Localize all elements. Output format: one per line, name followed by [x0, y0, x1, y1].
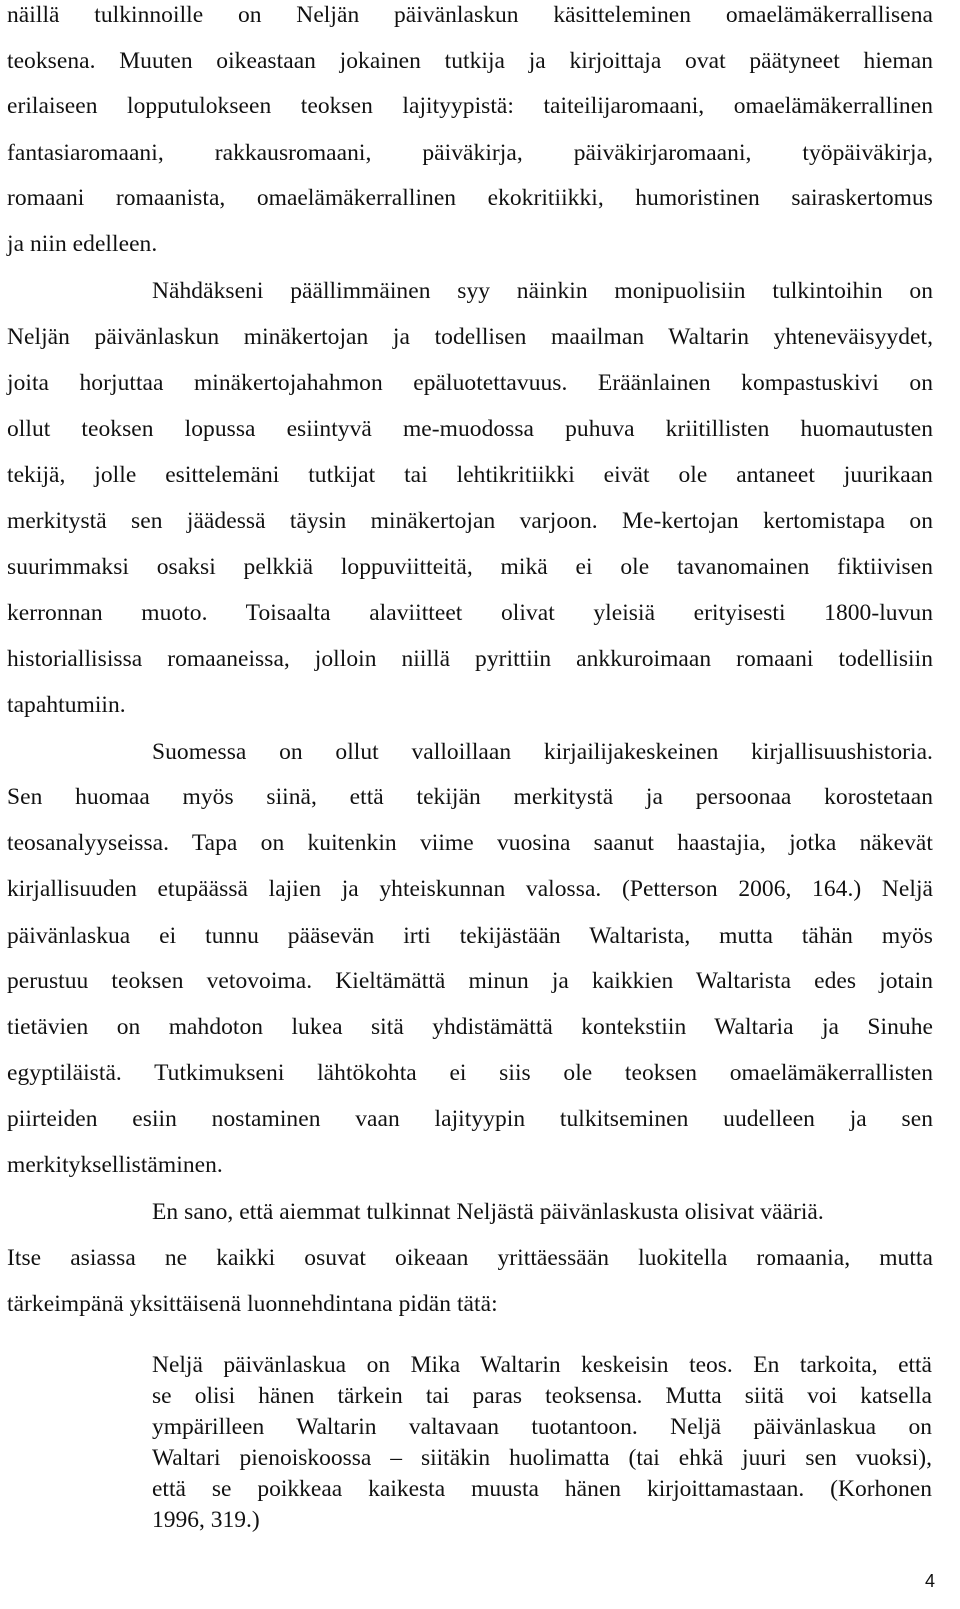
text-line: teosanalyyseissa. Tapa on kuitenkin viime vuosina saanut haastajia, jotka näkevät — [7, 830, 933, 856]
text-line: kerronnan muoto. Toisaalta alaviitteet olivat yleisiä erityisesti 1800-luvun — [7, 600, 933, 626]
text-line: romaani romaanista, omaelämäkerrallinen ekokritiikki, humoristinen sairaskertomus — [7, 185, 933, 211]
text-line: tärkeimpänä yksittäisenä luonnehdintana pidän tätä: — [7, 1291, 498, 1317]
text-line: Itse asiassa ne kaikki osuvat oikeaan yrittäessään luokitella romaania, mutta — [7, 1245, 933, 1271]
text-line: tekijä, jolle esittelemäni tutkijat tai lehtikritiikki eivät ole antaneet juurikaan — [7, 462, 933, 488]
quote-line: Neljä päivänlaskua on Mika Waltarin keskeisin teos. En tarkoita, että — [152, 1352, 932, 1378]
quote-line: että se poikkeaa kaikesta muusta hänen kirjoittamastaan. (Korhonen — [152, 1476, 932, 1502]
text-line: perustuu teoksen vetovoima. Kieltämättä minun ja kaikkien Waltarista edes jotain — [7, 968, 933, 994]
text-line: Suomessa on ollut valloillaan kirjailijakeskeinen kirjallisuushistoria. — [152, 739, 933, 765]
text-line: historiallisissa romaaneissa, jolloin niillä pyrittiin ankkuroimaan romaani todellisiin — [7, 646, 933, 672]
quote-line: ympärilleen Waltarin valtavaan tuotantoon. Neljä päivänlaskua on — [152, 1414, 932, 1440]
text-line: piirteiden esiin nostaminen vaan lajityypin tulkitseminen uudelleen ja sen — [7, 1106, 933, 1132]
text-line: kirjallisuuden etupäässä lajien ja yhteiskunnan valossa. (Petterson 2006, 164.) Neljä — [7, 876, 933, 902]
text-line: Nähdäkseni päällimmäinen syy näinkin monipuolisiin tulkintoihin on — [152, 278, 933, 304]
text-line: päivänlaskua ei tunnu pääsevän irti tekijästään Waltarista, mutta tähän myös — [7, 923, 933, 949]
page-number: 4 — [924, 1571, 935, 1591]
text-line: ollut teoksen lopussa esiintyvä me-muodossa puhuva kriitillisten huomautusten — [7, 416, 933, 442]
text-line: fantasiaromaani, rakkausromaani, päiväkirja, päiväkirjaromaani, työpäiväkirja, — [7, 140, 933, 166]
text-line: merkitystä sen jäädessä täysin minäkertojan varjoon. Me-kertojan kertomistapa on — [7, 508, 933, 534]
text-line: egyptiläistä. Tutkimukseni lähtökohta ei siis ole teoksen omaelämäkerrallisten — [7, 1060, 933, 1086]
quote-line: se olisi hänen tärkein tai paras teoksensa. Mutta siitä voi katsella — [152, 1383, 932, 1409]
text-line: joita horjuttaa minäkertojahahmon epäluotettavuus. Eräänlainen kompastuskivi on — [7, 370, 933, 396]
text-line: Sen huomaa myös siinä, että tekijän merkitystä ja persoonaa korostetaan — [7, 784, 933, 810]
text-line: teoksena. Muuten oikeastaan jokainen tutkija ja kirjoittaja ovat päätyneet hieman — [7, 48, 933, 74]
text-line: tapahtumiin. — [7, 692, 126, 718]
text-line: En sano, että aiemmat tulkinnat Neljästä päivänlaskusta olisivat vääriä. — [152, 1199, 824, 1225]
text-line: merkityksellistäminen. — [7, 1152, 223, 1178]
text-line: ja niin edelleen. — [7, 231, 158, 257]
text-line: suurimmaksi osaksi pelkkiä loppuviitteitä, mikä ei ole tavanomainen fiktiivisen — [7, 554, 933, 580]
text-line: erilaiseen lopputulokseen teoksen lajityypistä: taiteilijaromaani, omaelämäkerrallinen — [7, 93, 933, 119]
quote-line: 1996, 319.) — [152, 1507, 260, 1533]
text-line: Neljän päivänlaskun minäkertojan ja todellisen maailman Waltarin yhteneväisyydet, — [7, 324, 933, 350]
text-line: näillä tulkinnoille on Neljän päivänlaskun käsitteleminen omaelämäkerrallisena — [7, 2, 933, 28]
quote-line: Waltari pienoiskoossa – siitäkin huolimatta (tai ehkä juuri sen vuoksi), — [152, 1445, 932, 1471]
text-line: tietävien on mahdoton lukea sitä yhdistämättä kontekstiin Waltaria ja Sinuhe — [7, 1014, 933, 1040]
